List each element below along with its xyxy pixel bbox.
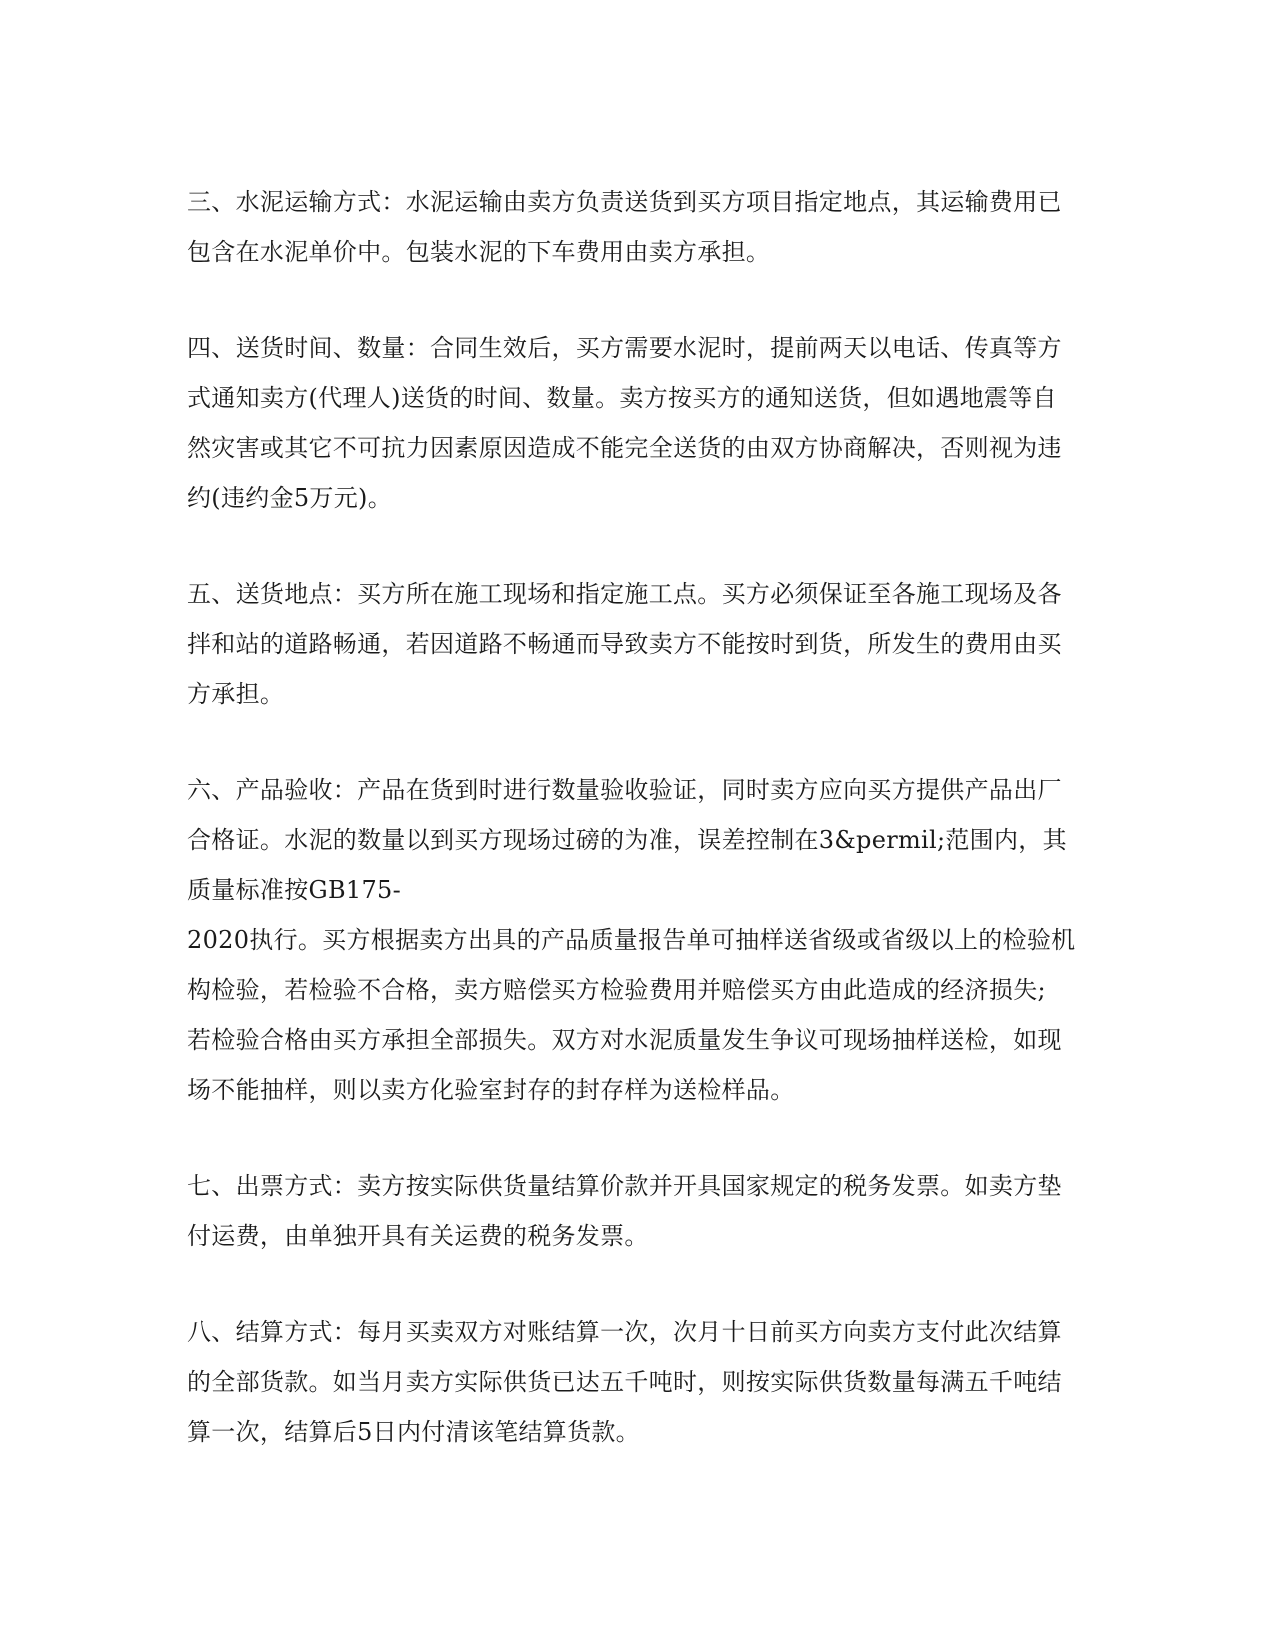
- text-line: 七、出票方式：卖方按实际供货量结算价款并开具国家规定的税务发票。如卖方垫: [187, 1172, 1062, 1200]
- text-line: 八、结算方式：每月买卖双方对账结算一次，次月十日前买方向卖方支付此次结算: [187, 1318, 1062, 1346]
- text-line: 拌和站的道路畅通，若因道路不畅通而导致卖方不能按时到货，所发生的费用由买: [187, 630, 1062, 658]
- text-line: 三、水泥运输方式：水泥运输由卖方负责送货到买方项目指定地点，其运输费用已: [187, 188, 1062, 216]
- text-line: 场不能抽样，则以卖方化验室封存的封存样为送检样品。: [187, 1076, 795, 1104]
- clause-3-transport: [187, 190, 1087, 290]
- text-line: 付运费，由单独开具有关运费的税务发票。: [187, 1222, 649, 1250]
- text-line: 四、送货时间、数量：合同生效后，买方需要水泥时，提前两天以电话、传真等方: [187, 334, 1062, 362]
- clause-6-acceptance: [187, 778, 1087, 1128]
- clause-4-delivery-time: [187, 336, 1087, 536]
- clause-7-invoicing: [187, 1174, 1087, 1274]
- text-line: 算一次，结算后5日内付清该笔结算货款。: [187, 1418, 640, 1446]
- text-line: 式通知卖方(代理人)送货的时间、数量。卖方按买方的通知送货，但如遇地震等自: [187, 384, 1057, 412]
- text-line: 的全部货款。如当月卖方实际供货已达五千吨时，则按实际供货数量每满五千吨结: [187, 1368, 1062, 1396]
- text-line: 若检验合格由买方承担全部损失。双方对水泥质量发生争议可现场抽样送检，如现: [187, 1026, 1062, 1054]
- clause-8-settlement: [187, 1320, 1087, 1470]
- text-line: 2020执行。买方根据卖方出具的产品质量报告单可抽样送省级或省级以上的检验机: [187, 926, 1076, 954]
- text-line: 质量标准按GB175-: [187, 876, 402, 904]
- text-line: 构检验，若检验不合格，卖方赔偿买方检验费用并赔偿买方由此造成的经济损失;: [187, 976, 1046, 1004]
- text-line: 然灾害或其它不可抗力因素原因造成不能完全送货的由双方协商解决，否则视为违: [187, 434, 1062, 462]
- text-line: 六、产品验收：产品在货到时进行数量验收验证，同时卖方应向买方提供产品出厂: [187, 776, 1062, 804]
- text-line: 合格证。水泥的数量以到买方现场过磅的为准，误差控制在3&permil;范围内，其: [187, 826, 1067, 854]
- clause-5-delivery-location: [187, 582, 1087, 732]
- text-line: 方承担。: [187, 680, 285, 708]
- text-line: 包含在水泥单价中。包装水泥的下车费用由卖方承担。: [187, 238, 771, 266]
- text-line: 约(违约金5万元)。: [187, 484, 392, 512]
- text-line: 五、送货地点：买方所在施工现场和指定施工点。买方必须保证至各施工现场及各: [187, 580, 1062, 608]
